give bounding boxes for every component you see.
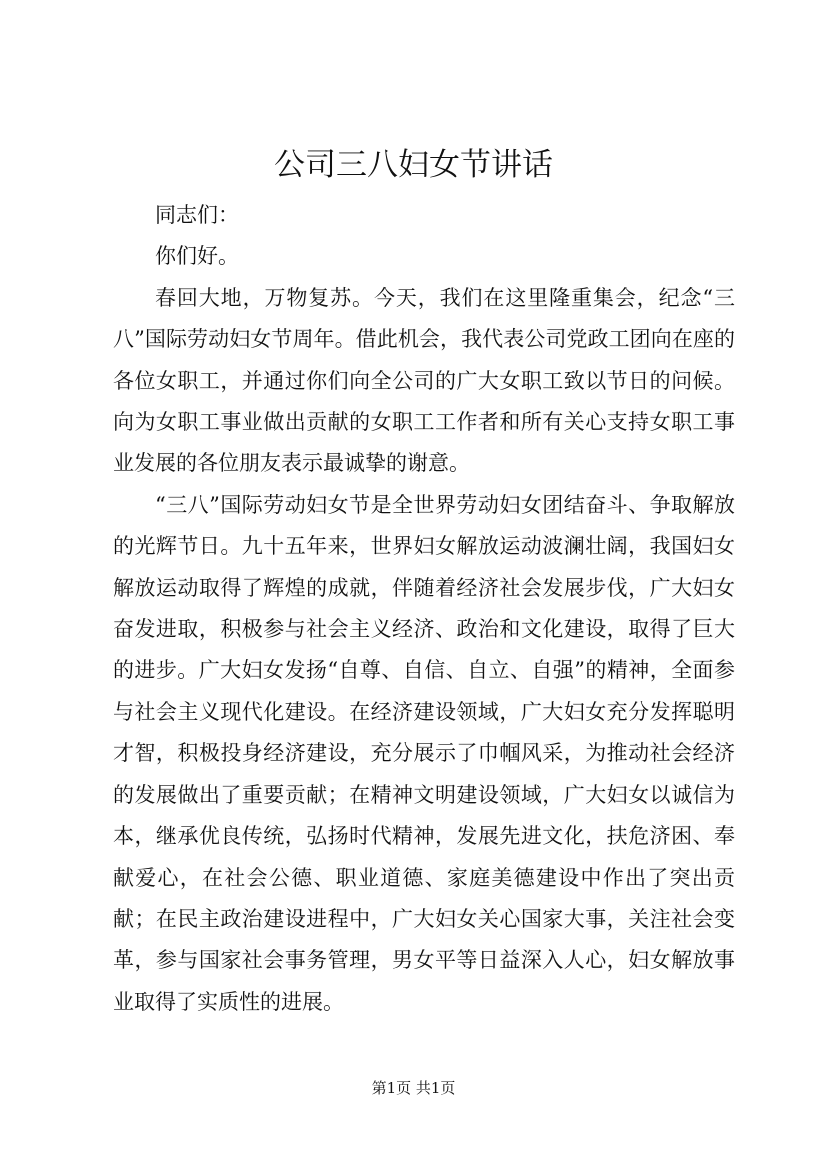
body-paragraph-2: “三八”国际劳动妇女节是全世界劳动妇女团结奋斗、争取解放的光辉节日。九十五年来，世界妇女解放运动波澜壮阔，我国妇女解放运动取得了辉煌的成就，伴随着经济社会发展步伐，广大妇女奋发进取，积极参与社会主义经济、政治和文化建设，取得了巨大的进步。广大妇女发扬“自尊、自信、自立、自强”的精神，全面参与社会主义现代化建设。在经济建设领域，广大妇女充分发挥聪明才智，积极投身经济建设，充分展示了巾帼风采，为推动社会经济的发展做出了重要贡献；在精神文明建设领域，广大妇女以诚信为本，继承优良传统，弘扬时代精神，发展先进文化，扶危济困、奉献爱心，在社会公德、职业道德、家庭美德建设中作出了突出贡献；在民主政治建设进程中，广大妇女关心国家大事，关注社会变革，参与国家社会事务管理，男女平等日益深入人心，妇女解放事业取得了实质性的进展。 [113,492,735,1014]
greeting-line: 同志们： [155,203,239,227]
document-title: 公司三八妇女节讲话 [274,147,553,183]
page-footer: 第1页 共1页 [371,1079,456,1097]
body-paragraph-1: 春回大地，万物复苏。今天，我们在这里隆重集会，纪念“三八”国际劳动妇女节周年。借此机会，我代表公司党政工团向在座的各位女职工，并通过你们向全公司的广大女职工致以节日的问候。向为女职工事业做出贡献的女职工工作者和所有关心支持女职工事业发展的各位朋友表示最诚挚的谢意。 [113,285,735,476]
document-body [113,195,735,1023]
salutation-line: 你们好。 [155,244,239,269]
